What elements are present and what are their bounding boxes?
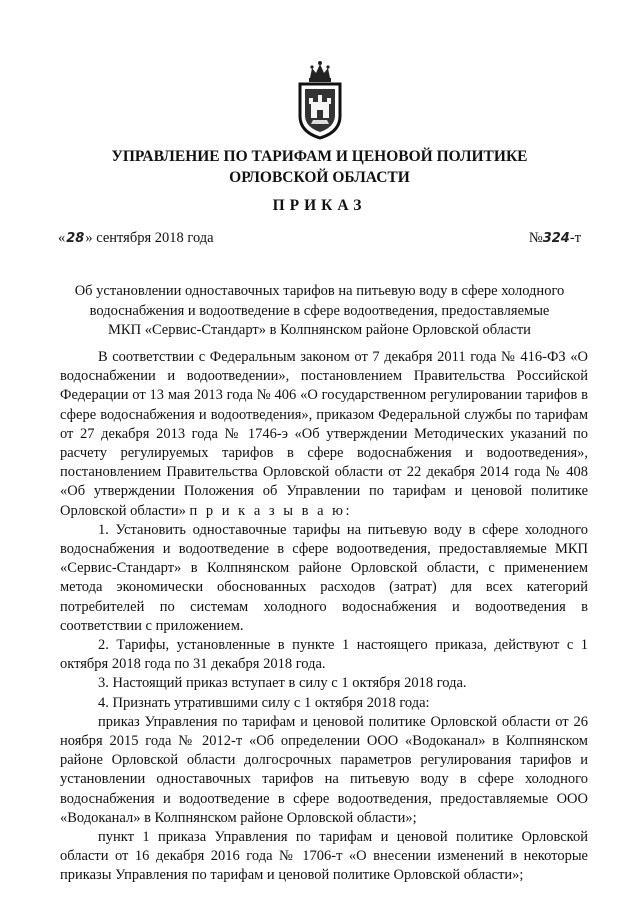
item-4a-paragraph: приказ Управления по тарифам и ценовой политике Орловской области от 26 ноября 2015 года № 2012-т «Об определении ООО «Водоканал» в Колпнянском районе Орловской области долгосрочных параметров регулирования тарифов и установлении одноставочных тарифов на питьевую воду в сфере холодного водоснабжения и водоотведение в сфере водоотведения, предоставляемые ООО «Водоканал» в Колпнянском районе Орловской области»; (60, 713, 588, 826)
order-date (58, 230, 214, 247)
number-value-handwritten: 324 (542, 231, 570, 246)
date-rest: » сентября 2018 года (85, 230, 214, 246)
preamble-text: В соответствии с Федеральным законом от 7 декабря 2011 года № 416-ФЗ «О водоснабжении и водоотведении», постановлением Правительства Российской Федерации от 13 мая 2013 года № 406 «О государственном регулировании тарифов в сфере водоснабжения и водоотведения», приказом Федеральной службы по тарифам от 27 декабря 2013 года № 1746-э «Об утверждении Методических указаний по расчету регулируемых тарифов в сфере водоснабжения и водоотведения», постановлением Правительства Орловской области от 22 декабря 2014 года № 408 «Об утверждении Положения об Управлении по тарифам и ценовой политике Орловской области» (60, 349, 588, 519)
item-1-paragraph: 1. Установить одноставочные тарифы на питьевую воду в сфере холодного водоснабжения и водоотведение в сфере водоотведения, предоставляемые МКП «Сервис-Стандарт» в Колпнянском районе Орловской области, с применением метода экономически обоснованных расходов (затрат) для всех категорий потребителей по системам холодного водоснабжения и водоотведения в соответствии с приложением. (60, 521, 588, 634)
date-open-quote: « (58, 230, 66, 246)
title-line-3: МКП «Сервис-Стандарт» в Колпнянском районе Орловской области (108, 322, 531, 338)
number-suffix: -т (569, 230, 581, 246)
title-line-1: Об установлении одноставочных тарифов на питьевую воду в сфере холодного (74, 283, 565, 299)
prikazyvayu-word: п р и к а з ы в а ю: (189, 502, 353, 519)
order-number (529, 230, 581, 247)
item-2-paragraph: 2. Тарифы, установленные в пункте 1 настоящего приказа, действуют с 1 октября 2018 года по 31 декабря 2018 года. (60, 637, 588, 673)
item-4-paragraph: 4. Признать утратившими силу с 1 октября 2018 года: (98, 694, 430, 711)
preamble-paragraph (60, 348, 588, 521)
agency-name (60, 146, 579, 188)
title-line-2: водоснабжения и водоотведение в сфере водоотведения, предоставляемые (89, 302, 550, 319)
order-title (60, 282, 579, 341)
item-4b-paragraph: пункт 1 приказа Управления по тарифам и ценовой политике Орловской области от 16 декабря 2016 года № 1706-т «О внесении изменений в некоторые приказы Управления по тарифам и ценовой политике Орловской области»; (60, 829, 588, 884)
date-day-handwritten: 28 (66, 231, 85, 246)
coat-of-arms-emblem (296, 58, 344, 140)
item-3-paragraph: 3. Настоящий приказ вступает в силу с 1 октября 2018 года. (98, 675, 467, 692)
agency-line-1: УПРАВЛЕНИЕ ПО ТАРИФАМ И ЦЕНОВОЙ ПОЛИТИКЕ (111, 148, 528, 165)
order-body (60, 348, 588, 886)
document-type: ПРИКАЗ (272, 197, 367, 214)
agency-line-2: ОРЛОВСКОЙ ОБЛАСТИ (229, 169, 410, 186)
number-prefix: № (528, 230, 543, 246)
